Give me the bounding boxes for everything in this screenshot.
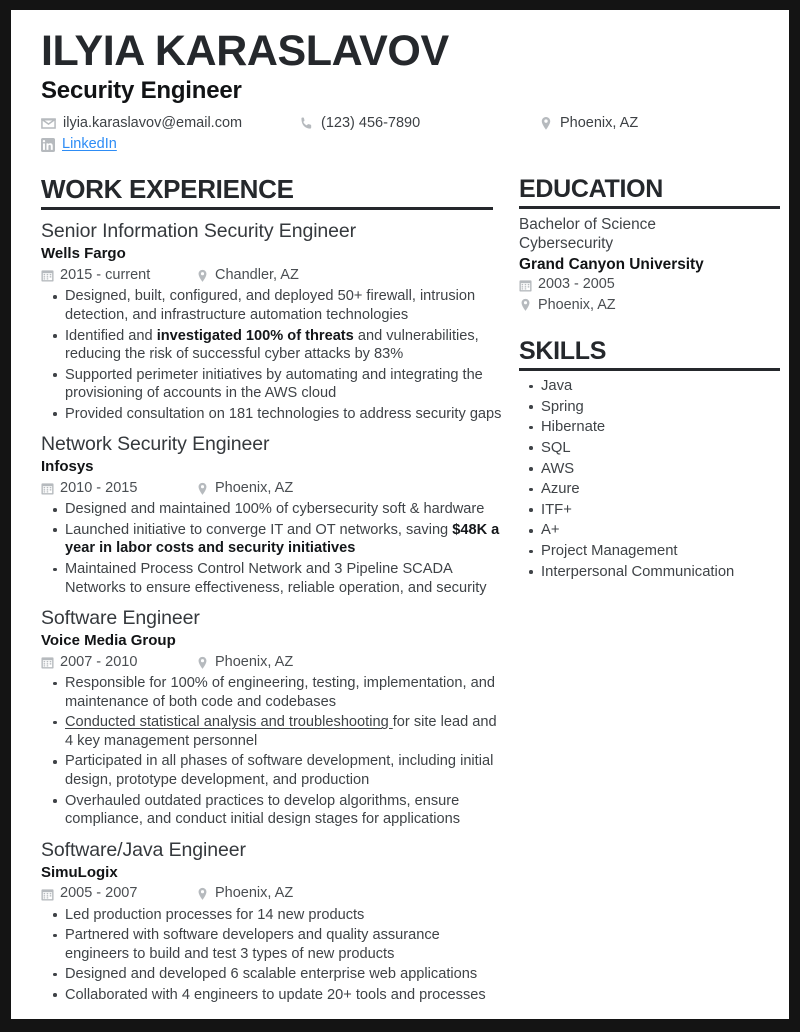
entry-dates-text: 2007 - 2010 — [60, 653, 138, 670]
entry-dates-text: 2015 - current — [60, 266, 151, 283]
entry-meta — [41, 884, 502, 904]
list-item: Maintained Process Control Network and 3 Pipeline SCADA Networks to ensure effectiveness, reliable operation, and security — [41, 560, 502, 597]
page-title: ILYIA KARASLAVOV — [41, 27, 449, 75]
education-dates — [519, 275, 774, 294]
entry-dates-text: 2010 - 2015 — [60, 479, 138, 496]
list-item: Provided consultation on 181 technologies to address security gaps — [41, 405, 502, 424]
phone-icon — [299, 116, 314, 131]
list-item: Azure — [519, 479, 774, 500]
list-item: A+ — [519, 520, 774, 541]
envelope-icon — [41, 116, 56, 131]
list-item: Hibernate — [519, 417, 774, 438]
list-item: Conducted statistical analysis and troubleshooting for site lead and 4 key management personnel — [41, 713, 502, 750]
section-divider — [519, 368, 780, 371]
experience-entry — [41, 432, 502, 597]
right-column — [502, 175, 774, 582]
education-location — [519, 296, 774, 315]
education-dates-text: 2003 - 2005 — [538, 276, 615, 293]
education-school: Grand Canyon University — [519, 255, 704, 273]
entry-meta — [41, 479, 502, 499]
education-heading: EDUCATION — [519, 175, 664, 204]
list-item: Responsible for 100% of engineering, testing, implementation, and maintenance of both code and codebases — [41, 674, 502, 711]
calendar-icon — [41, 888, 54, 901]
entry-location — [196, 479, 293, 499]
calendar-icon — [41, 482, 54, 495]
location-pin-icon — [539, 116, 553, 131]
contact-email[interactable] — [41, 113, 299, 133]
contact-email-text: ilyia.karaslavov@email.com — [63, 115, 243, 132]
entry-location-text: Phoenix, AZ — [215, 653, 294, 670]
education-degree: Bachelor of Science — [519, 216, 656, 234]
resume-body — [32, 175, 763, 1006]
list-item: ITF+ — [519, 500, 774, 521]
linkedin-link[interactable]: LinkedIn — [62, 136, 117, 153]
education-field: Cybersecurity — [519, 234, 614, 252]
entry-location — [196, 653, 293, 673]
experience-entry — [41, 838, 502, 1005]
entry-location — [196, 884, 293, 904]
list-item: AWS — [519, 459, 774, 480]
calendar-icon — [41, 656, 54, 669]
experience-entry — [41, 606, 502, 828]
contact-linkedin[interactable] — [41, 134, 299, 154]
list-item: Led production processes for 14 new products — [41, 906, 502, 925]
list-item: Project Management — [519, 541, 774, 562]
list-item: Collaborated with 4 engineers to update 20+ tools and processes — [41, 986, 502, 1005]
list-item: Designed and maintained 100% of cybersecurity soft & hardware — [41, 500, 502, 519]
left-column — [32, 175, 502, 1006]
contact-location — [539, 113, 638, 133]
section-education — [519, 175, 774, 315]
contact-row-primary — [41, 113, 763, 134]
entry-bullet-list — [41, 287, 502, 423]
calendar-icon — [519, 279, 532, 292]
location-pin-icon — [196, 269, 209, 283]
work-experience-heading: WORK EXPERIENCE — [41, 174, 294, 205]
skills-heading: SKILLS — [519, 337, 607, 365]
contact-row-secondary — [41, 134, 763, 155]
list-item: Participated in all phases of software development, including initial design, prototype development, and production — [41, 752, 502, 789]
calendar-icon — [41, 269, 54, 282]
entry-role: Software/Java Engineer — [41, 838, 246, 861]
entry-bullet-list — [41, 906, 502, 1005]
list-item: Supported perimeter initiatives by automating and integrating the provisioning of accounts in the AWS cloud — [41, 366, 502, 403]
entry-company: Wells Fargo — [41, 245, 126, 263]
location-pin-icon — [196, 887, 209, 901]
section-divider — [41, 207, 493, 210]
list-item: Designed, built, configured, and deployed 50+ firewall, intrusion detection, and infrastructure automation technologies — [41, 287, 502, 324]
linkedin-icon — [41, 138, 55, 152]
experience-entry — [41, 219, 502, 423]
entry-meta — [41, 266, 502, 286]
section-skills — [519, 337, 774, 582]
entry-role: Network Security Engineer — [41, 433, 270, 456]
list-item: Spring — [519, 397, 774, 418]
entry-meta — [41, 653, 502, 673]
skills-list — [519, 376, 774, 582]
contact-info — [41, 113, 763, 155]
education-location-text: Phoenix, AZ — [538, 296, 616, 313]
header-job-title: Security Engineer — [41, 76, 242, 104]
entry-dates — [41, 653, 196, 673]
entry-bullet-list — [41, 674, 502, 828]
entry-role: Senior Information Security Engineer — [41, 220, 357, 243]
resume-document — [11, 10, 789, 1019]
entry-bullet-list — [41, 500, 502, 597]
education-entry — [519, 216, 774, 315]
location-pin-icon — [196, 656, 209, 670]
entry-dates — [41, 479, 196, 499]
entry-role: Software Engineer — [41, 607, 200, 630]
list-item: SQL — [519, 438, 774, 459]
entry-location-text: Chandler, AZ — [215, 266, 299, 283]
entry-dates-text: 2005 - 2007 — [60, 885, 138, 902]
contact-location-text: Phoenix, AZ — [560, 115, 639, 132]
entry-company: SimuLogix — [41, 863, 118, 881]
entry-dates — [41, 266, 196, 286]
entry-company: Infosys — [41, 458, 94, 476]
entry-location-text: Phoenix, AZ — [215, 479, 294, 496]
entry-company: Voice Media Group — [41, 632, 176, 650]
location-pin-icon — [196, 482, 209, 496]
list-item: Designed and developed 6 scalable enterprise web applications — [41, 965, 502, 984]
entry-location — [196, 266, 299, 286]
list-item: Partnered with software developers and quality assurance engineers to build and test 3 types of new products — [41, 926, 502, 963]
contact-phone[interactable] — [299, 113, 539, 133]
list-item: Overhauled outdated practices to develop algorithms, ensure compliance, and conduct initial design stages for applications — [41, 792, 502, 829]
section-work-experience — [41, 175, 502, 210]
contact-phone-text: (123) 456-7890 — [321, 115, 421, 132]
list-item: Identified and investigated 100% of threats and vulnerabilities, reducing the risk of successful cyber attacks by 83% — [41, 327, 502, 364]
entry-location-text: Phoenix, AZ — [215, 885, 294, 902]
entry-dates — [41, 884, 196, 904]
list-item: Interpersonal Communication — [519, 562, 774, 583]
section-divider — [519, 206, 780, 209]
location-pin-icon — [519, 298, 532, 312]
list-item: Java — [519, 376, 774, 397]
list-item: Launched initiative to converge IT and OT networks, saving $48K a year in labor costs and security initiatives — [41, 521, 502, 558]
resume-header — [32, 27, 763, 157]
